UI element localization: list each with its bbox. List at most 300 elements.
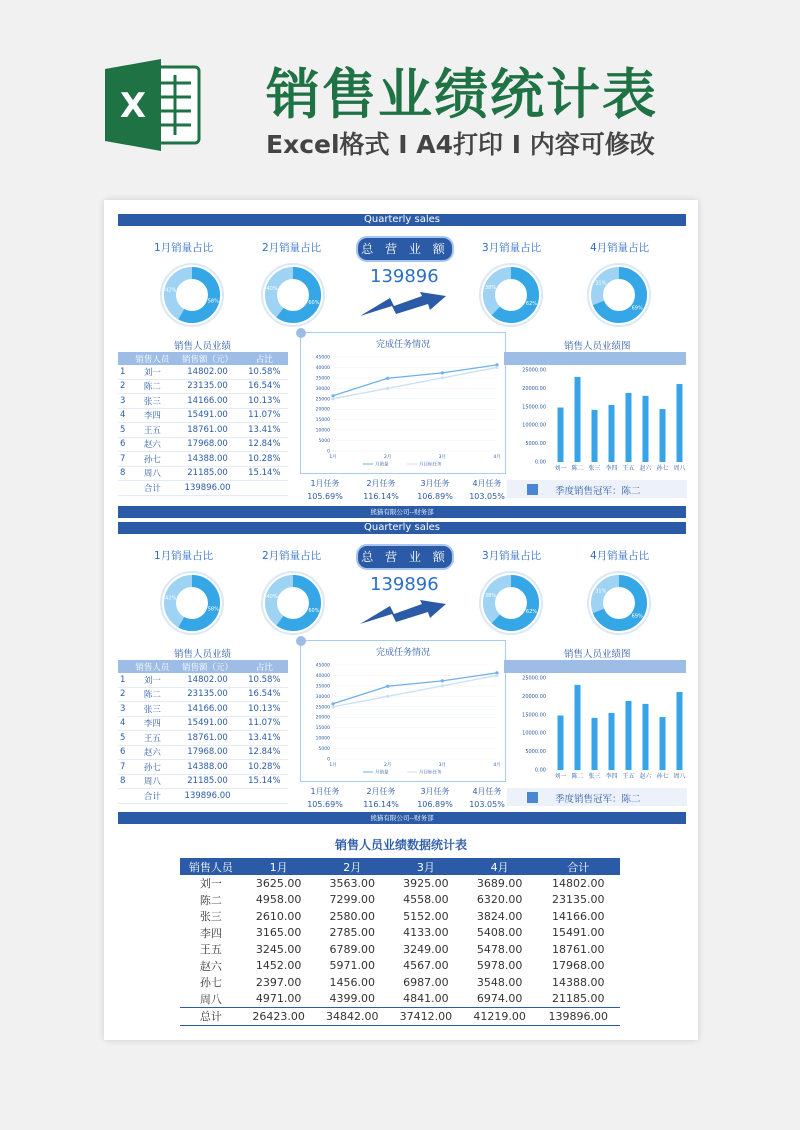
- stats-row: [180, 941, 620, 958]
- stats-col-header: 1月: [242, 858, 316, 875]
- perf-table: [118, 660, 288, 804]
- row-name: 刘一: [130, 673, 174, 687]
- bar: [626, 701, 632, 770]
- x-tick-label: 1月: [329, 455, 337, 460]
- row-name: 张三: [130, 702, 174, 717]
- stats-cell: 4971.00: [255, 992, 302, 1006]
- data-point: [331, 702, 334, 705]
- bar: [626, 393, 632, 462]
- table-row: [118, 716, 288, 731]
- donut-rest-label: 38%: [484, 592, 497, 599]
- col-header: [118, 660, 130, 673]
- total-revenue-label: 总 营 业 额: [356, 236, 454, 262]
- table-row: [118, 365, 288, 379]
- row-number: 1: [118, 673, 130, 687]
- x-tick-label: 2月: [383, 455, 392, 460]
- x-tick-label: 张三: [588, 465, 601, 472]
- row-name: 孙七: [130, 760, 174, 775]
- stats-row: [180, 875, 620, 892]
- donut-rest-label: 40%: [266, 286, 278, 293]
- donut-rest-label: 31%: [595, 588, 607, 595]
- series-line: [333, 673, 497, 704]
- donut-chart-4: [586, 570, 652, 636]
- row-number: 4: [118, 408, 130, 423]
- task-value-3: 106.89%: [417, 492, 453, 501]
- row-amount: 14388.00: [174, 452, 240, 467]
- row-name: 陈二: [130, 687, 174, 702]
- stats-table: [180, 858, 620, 1026]
- stats-cell: 4841.00: [403, 992, 449, 1006]
- donut-main-label: 60%: [308, 299, 320, 306]
- stats-cell: 2610.00: [255, 909, 302, 923]
- table-row: [118, 702, 288, 717]
- col-header: 销售额（元）: [174, 660, 240, 673]
- sum-label: 合计: [130, 789, 174, 804]
- row-number: 1: [118, 365, 130, 379]
- y-tick-label: 25000.00: [522, 675, 546, 682]
- stats-cell: 17968.00: [551, 959, 605, 973]
- stats-row: [180, 991, 620, 1008]
- data-point: [441, 684, 444, 687]
- x-tick-label: 2月: [383, 763, 392, 768]
- task-value-3: 106.89%: [417, 800, 453, 809]
- bar: [643, 396, 649, 462]
- stats-cell: 5408.00: [476, 926, 523, 940]
- dashboard-section: [104, 200, 698, 506]
- table-row: [118, 408, 288, 423]
- bar-chart-svg: [508, 366, 690, 476]
- stats-row: [180, 958, 620, 975]
- bullet-dot: [296, 636, 306, 646]
- task-label-3: 3月任务: [420, 787, 450, 796]
- row-amount: 18761.00: [174, 423, 240, 438]
- y-tick-label: 40000: [315, 365, 330, 371]
- row-number: 5: [118, 731, 130, 746]
- x-tick-label: 孙七: [656, 773, 669, 780]
- x-tick-label: 周八: [673, 465, 686, 472]
- x-tick-label: 1月: [329, 763, 337, 768]
- perf-table-title: 销售人员业绩: [174, 649, 232, 660]
- stats-cell: 4958.00: [255, 893, 302, 907]
- donut-label-4: 4月销量占比: [590, 242, 650, 254]
- row-name: 周八: [130, 774, 174, 789]
- row-name: 周八: [130, 466, 174, 481]
- x-tick-label: 李四: [605, 465, 618, 472]
- row-number: 8: [118, 466, 130, 481]
- total-revenue-value: 139896: [370, 574, 439, 595]
- row-name: 陈二: [130, 379, 174, 394]
- data-point: [386, 377, 389, 380]
- excel-logo-icon: [103, 55, 203, 155]
- row-number: 8: [118, 774, 130, 789]
- bar: [592, 718, 598, 770]
- stats-col-header: 3月: [389, 858, 463, 875]
- growth-arrow-icon: [360, 292, 446, 318]
- svg-text:X: X: [119, 86, 147, 126]
- y-tick-label: 45000: [315, 663, 330, 669]
- data-point: [441, 376, 444, 379]
- y-tick-label: 35000: [315, 376, 330, 382]
- y-tick-label: 20000.00: [522, 693, 546, 700]
- stats-col-header: 销售人员: [180, 858, 242, 875]
- row-number: 7: [118, 760, 130, 775]
- bar: [558, 716, 564, 770]
- line-chart-svg: [301, 333, 505, 473]
- row-name: 孙七: [130, 452, 174, 467]
- stats-total-cell: 34842.00: [315, 1008, 389, 1026]
- y-tick-label: 40000: [315, 673, 330, 679]
- donut-main-label: 62%: [525, 301, 538, 308]
- stats-cell: 4133.00: [403, 926, 449, 940]
- row-number: 6: [118, 745, 130, 760]
- stats-col-header: 4月: [463, 858, 537, 875]
- champion-box: [507, 788, 687, 806]
- stats-total-cell: 26423.00: [242, 1008, 316, 1026]
- row-ratio: 16.54%: [241, 379, 288, 394]
- task-value-1: 105.69%: [307, 492, 343, 501]
- report-sheet: [104, 200, 698, 1040]
- x-tick-label: 王五: [622, 773, 635, 780]
- perf-table-title: 销售人员业绩: [174, 341, 232, 352]
- task-line-chart: [300, 332, 506, 474]
- stats-cell: 6320.00: [476, 893, 523, 907]
- y-tick-label: 25000: [315, 397, 330, 403]
- y-tick-label: 5000: [318, 747, 330, 753]
- row-amount: 14802.00: [174, 365, 240, 379]
- stats-cell: 周八: [199, 992, 222, 1006]
- stats-cell: 陈二: [199, 893, 222, 907]
- row-amount: 23135.00: [174, 687, 240, 702]
- stats-cell: 1456.00: [329, 975, 375, 989]
- donut-main-label: 58%: [207, 606, 219, 613]
- page-subtitle: Excel格式 I A4打印 I 内容可修改: [266, 130, 655, 159]
- stats-row: [180, 908, 620, 925]
- stats-cell: 王五: [199, 943, 222, 957]
- row-amount: 18761.00: [174, 731, 240, 746]
- stats-cell: 3625.00: [255, 876, 302, 890]
- bar: [558, 408, 564, 462]
- task-value-4: 103.05%: [469, 492, 505, 501]
- task-label-1: 1月任务: [310, 787, 340, 796]
- y-tick-label: 45000: [315, 355, 330, 361]
- stats-cell: 3165.00: [255, 926, 302, 940]
- row-amount: 21185.00: [174, 466, 240, 481]
- row-number: 5: [118, 423, 130, 438]
- row-name: 赵六: [130, 745, 174, 760]
- sum-value: 139896.00: [174, 481, 240, 496]
- y-tick-label: 0.00: [534, 459, 546, 466]
- row-number: [118, 481, 130, 496]
- donut-main-label: 62%: [525, 609, 538, 616]
- y-tick-label: 35000: [315, 684, 330, 690]
- sum-row: [118, 789, 288, 804]
- data-point: [386, 695, 389, 698]
- x-tick-label: 赵六: [639, 465, 652, 472]
- champion-text: 季度销售冠军：陈二: [555, 486, 641, 497]
- series-line: [333, 675, 497, 706]
- x-tick-label: 3月: [438, 455, 447, 460]
- stats-cell: 3689.00: [476, 876, 523, 890]
- row-name: 刘一: [130, 365, 174, 379]
- bar: [660, 409, 666, 462]
- series-line: [333, 365, 497, 396]
- page-title: 销售业绩统计表: [266, 63, 658, 126]
- x-tick-label: 陈二: [571, 465, 584, 472]
- task-value-2: 116.14%: [363, 800, 399, 809]
- x-tick-label: 李四: [605, 773, 618, 780]
- table-row: [118, 673, 288, 687]
- donut-label-2: 2月销量占比: [262, 242, 322, 254]
- x-tick-label: 孙七: [656, 465, 669, 472]
- donut-label-3: 3月销量占比: [482, 550, 542, 562]
- donut-main-label: 58%: [207, 298, 219, 305]
- donut-chart-2: [260, 262, 326, 328]
- donut-chart-3: [478, 262, 544, 328]
- stats-cell: 孙七: [199, 976, 222, 990]
- table-row: [118, 687, 288, 702]
- row-amount: 14388.00: [174, 760, 240, 775]
- y-tick-label: 5000: [318, 439, 330, 445]
- sum-value: 139896.00: [174, 789, 240, 804]
- stats-cell: 3824.00: [476, 909, 523, 923]
- stats-cell: 14388.00: [551, 975, 605, 989]
- data-point: [331, 397, 334, 400]
- data-point: [386, 387, 389, 390]
- bar: [643, 704, 649, 770]
- row-name: 张三: [130, 394, 174, 409]
- row-number: [118, 789, 130, 804]
- stats-cell: 2397.00: [255, 975, 302, 989]
- stats-total-row: [180, 1008, 620, 1026]
- table-row: [118, 466, 288, 481]
- stats-cell: 3548.00: [476, 975, 523, 989]
- row-ratio: 10.58%: [241, 673, 288, 687]
- row-amount: 14166.00: [174, 394, 240, 409]
- stats-row: [180, 974, 620, 991]
- row-amount: 17968.00: [174, 437, 240, 452]
- table-row: [118, 437, 288, 452]
- row-ratio: 13.41%: [241, 731, 288, 746]
- row-number: 7: [118, 452, 130, 467]
- stats-cell: 李四: [199, 926, 222, 940]
- dashboard-section: [104, 508, 698, 814]
- data-point: [386, 685, 389, 688]
- donut-chart-2: [260, 570, 326, 636]
- row-number: 2: [118, 379, 130, 394]
- stats-cell: 5152.00: [403, 909, 449, 923]
- donut-chart-1: [159, 262, 225, 328]
- stats-row: [180, 925, 620, 942]
- sum-label: 合计: [130, 481, 174, 496]
- task-label-2: 2月任务: [366, 787, 396, 796]
- stats-total-cell: 41219.00: [463, 1008, 537, 1026]
- task-label-2: 2月任务: [366, 479, 396, 488]
- stats-cell: 7299.00: [329, 893, 375, 907]
- x-tick-label: 3月: [438, 763, 447, 768]
- stats-cell: 15491.00: [551, 926, 605, 940]
- donut-main-label: 60%: [308, 607, 320, 614]
- total-revenue-label: 总 营 业 额: [356, 544, 454, 570]
- bar: [609, 713, 615, 770]
- stats-cell: 6987.00: [403, 975, 449, 989]
- row-name: 李四: [130, 408, 174, 423]
- legend-label: 月目标任务: [419, 462, 442, 468]
- stats-cell: 4558.00: [403, 893, 449, 907]
- row-name: 王五: [130, 731, 174, 746]
- row-ratio: 10.28%: [241, 452, 288, 467]
- stats-cell: 2785.00: [329, 926, 375, 940]
- bar-chart-title: 销售人员业绩图: [564, 649, 631, 660]
- task-label-1: 1月任务: [310, 479, 340, 488]
- task-value-1: 105.69%: [307, 800, 343, 809]
- y-tick-label: 5000.00: [525, 749, 546, 756]
- x-tick-label: 赵六: [639, 773, 652, 780]
- row-amount: 21185.00: [174, 774, 240, 789]
- stats-cell: 5971.00: [329, 959, 375, 973]
- stats-col-header: 合计: [536, 858, 620, 875]
- stats-title: 销售人员业绩数据统计表: [334, 838, 467, 852]
- stats-cell: 刘一: [199, 877, 222, 891]
- x-tick-label: 刘一: [554, 773, 567, 780]
- footer-band: 熊猫有限公司--财务部: [118, 812, 686, 824]
- donut-rest-label: 42%: [165, 595, 177, 602]
- donut-chart-4: [586, 262, 652, 328]
- total-revenue-value: 139896: [370, 266, 439, 287]
- donut-label-3: 3月销量占比: [482, 242, 542, 254]
- bar: [575, 685, 581, 770]
- col-header: 销售人员: [130, 352, 174, 365]
- y-tick-label: 15000.00: [522, 712, 546, 719]
- data-point: [331, 394, 334, 397]
- y-tick-label: 30000: [315, 694, 330, 700]
- col-header: [118, 352, 130, 365]
- y-tick-label: 20000: [315, 715, 330, 721]
- donut-label-4: 4月销量占比: [590, 550, 650, 562]
- x-tick-label: 陈二: [571, 773, 584, 780]
- x-tick-label: 4月: [493, 455, 501, 460]
- bar: [677, 384, 683, 462]
- stats-cell: 6789.00: [329, 942, 375, 956]
- data-point: [441, 371, 444, 374]
- champion-marker-icon: [527, 484, 538, 495]
- donut-chart-3: [478, 570, 544, 636]
- row-amount: 15491.00: [174, 408, 240, 423]
- data-point: [495, 366, 498, 369]
- row-ratio: 11.07%: [241, 716, 288, 731]
- y-tick-label: 5000.00: [525, 441, 546, 448]
- stats-cell: 3563.00: [329, 876, 375, 890]
- y-tick-label: 10000: [315, 428, 330, 434]
- row-name: 李四: [130, 716, 174, 731]
- task-label-4: 4月任务: [472, 479, 502, 488]
- y-tick-label: 0: [327, 757, 330, 763]
- task-value-4: 103.05%: [469, 800, 505, 809]
- stats-cell: 张三: [199, 910, 222, 924]
- y-tick-label: 10000.00: [522, 422, 546, 429]
- growth-arrow-icon: [360, 600, 446, 626]
- series-line: [333, 367, 497, 398]
- row-ratio: 12.84%: [241, 437, 288, 452]
- donut-rest-label: 38%: [484, 284, 497, 291]
- row-number: 4: [118, 716, 130, 731]
- stats-cell: 6974.00: [476, 992, 523, 1006]
- line-chart-svg: [301, 641, 505, 781]
- bar: [609, 405, 615, 462]
- row-ratio: 10.58%: [241, 365, 288, 379]
- row-ratio: 16.54%: [241, 687, 288, 702]
- row-amount: 17968.00: [174, 745, 240, 760]
- row-ratio: 11.07%: [241, 408, 288, 423]
- y-tick-label: 20000: [315, 407, 330, 413]
- stats-total-cell: 139896.00: [536, 1008, 620, 1026]
- donut-rest-label: 42%: [165, 287, 177, 294]
- y-tick-label: 0.00: [534, 767, 546, 774]
- y-tick-label: 30000: [315, 386, 330, 392]
- champion-text: 季度销售冠军：陈二: [555, 794, 641, 805]
- stats-cell: 2580.00: [329, 909, 375, 923]
- stats-col-header: 2月: [315, 858, 389, 875]
- bar: [592, 410, 598, 462]
- stats-cell: 14802.00: [551, 876, 605, 890]
- row-amount: 14166.00: [174, 702, 240, 717]
- sum-row: [118, 481, 288, 496]
- stats-total-cell: 总计: [180, 1008, 242, 1026]
- table-row: [118, 760, 288, 775]
- table-row: [118, 423, 288, 438]
- stats-cell: 1452.00: [255, 959, 302, 973]
- bar: [677, 692, 683, 770]
- task-value-2: 116.14%: [363, 492, 399, 501]
- x-tick-label: 周八: [673, 773, 686, 780]
- bar-chart-band: [504, 352, 686, 365]
- task-line-chart: [300, 640, 506, 782]
- stats-cell: 14166.00: [551, 909, 605, 923]
- stats-cell: 4567.00: [403, 959, 449, 973]
- y-tick-label: 15000: [315, 726, 330, 732]
- y-tick-label: 0: [327, 449, 330, 455]
- line-chart-title: 完成任务情况: [375, 340, 430, 350]
- donut-rest-label: 31%: [595, 280, 607, 287]
- row-number: 6: [118, 437, 130, 452]
- y-tick-label: 10000.00: [522, 730, 546, 737]
- row-name: 王五: [130, 423, 174, 438]
- quarterly-band: Quarterly sales: [118, 214, 686, 226]
- quarterly-band: Quarterly sales: [118, 522, 686, 534]
- stats-total-cell: 37412.00: [389, 1008, 463, 1026]
- row-ratio: [241, 481, 288, 496]
- row-ratio: 12.84%: [241, 745, 288, 760]
- x-tick-label: 张三: [588, 773, 601, 780]
- col-header: 占比: [241, 660, 288, 673]
- donut-rest-label: 40%: [266, 594, 278, 601]
- donut-label-2: 2月销量占比: [262, 550, 322, 562]
- bar: [575, 377, 581, 462]
- bar: [660, 717, 666, 770]
- table-row: [118, 452, 288, 467]
- donut-main-label: 69%: [631, 613, 643, 620]
- stats-cell: 23135.00: [551, 893, 605, 907]
- donut-main-label: 69%: [631, 305, 643, 312]
- row-ratio: 13.41%: [241, 423, 288, 438]
- row-amount: 15491.00: [174, 716, 240, 731]
- row-amount: 23135.00: [174, 379, 240, 394]
- table-row: [118, 379, 288, 394]
- bullet-dot: [296, 328, 306, 338]
- y-tick-label: 15000: [315, 418, 330, 424]
- stats-cell: 21185.00: [551, 992, 605, 1006]
- stats-cell: 4399.00: [329, 992, 375, 1006]
- row-ratio: 15.14%: [241, 774, 288, 789]
